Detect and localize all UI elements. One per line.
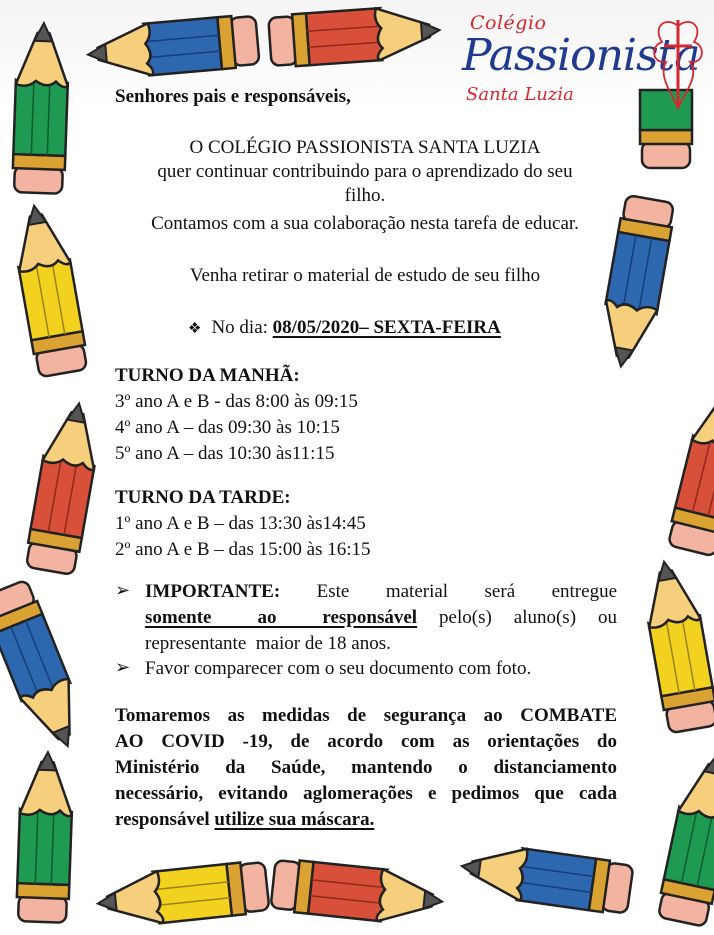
school-logo — [458, 8, 710, 112]
pencil-decoration-top-red — [262, 4, 452, 74]
intro-line-1: O COLÉGIO PASSIONISTA SANTA LUZIA — [189, 137, 541, 158]
intro-line-3: filho. — [344, 185, 386, 206]
date-label: No dia: — [211, 317, 273, 338]
logo-colegio-text: Colégio — [470, 12, 547, 34]
afternoon-row: 1º ano A e B – das 13:30 às14:45 — [115, 513, 366, 534]
document-note: Favor comparecer com o seu documento com foto. — [145, 658, 532, 679]
logo-passionista-text: Passionista — [462, 30, 700, 81]
morning-title: TURNO DA MANHÃ: — [115, 365, 300, 386]
covid-line-1: Tomaremos as medidas de segurança ao COMBATE — [115, 705, 617, 726]
morning-row: 5º ano A – das 10:30 às11:15 — [115, 443, 335, 464]
pencil-decoration-left-yellow — [0, 192, 90, 382]
diamond-bullet-icon: ❖ — [188, 321, 202, 337]
arrow-bullet-icon: ➢ — [115, 657, 131, 677]
important-line-3: representante maior de 18 anos. — [145, 633, 391, 654]
afternoon-title: TURNO DA TARDE: — [115, 487, 291, 508]
greeting: Senhores pais e responsáveis, — [115, 86, 351, 107]
pencil-decoration-right-yellow — [622, 548, 714, 738]
call-to-action: Venha retirar o material de estudo de seu filho — [189, 265, 541, 286]
pencil-decoration-left-green-top — [0, 6, 80, 196]
afternoon-row: 2º ano A e B – das 15:00 às 16:15 — [115, 539, 371, 560]
arrow-bullet-icon: ➢ — [115, 580, 131, 600]
pencil-decoration-top-blue — [70, 4, 260, 74]
cross-heart-icon — [648, 16, 708, 112]
pencil-decoration-left-red — [0, 380, 90, 570]
pencil-decoration-right-green-bottom — [628, 730, 714, 920]
pencil-decoration-bottom-red — [270, 850, 460, 930]
covid-line-5 — [115, 808, 374, 832]
pencil-decoration-bottom-yellow — [72, 848, 272, 928]
intro-line-2: quer continuar contribuindo para o aprendizado do seu — [157, 161, 573, 182]
covid-line-3: Ministério da Saúde, mantendo o distanciamento — [115, 757, 617, 778]
covid-line-2: AO COVID -19, de acordo com as orientações do — [115, 731, 617, 752]
intro-line-4: Contamos com a sua colaboração nesta tarefa de educar. — [151, 213, 579, 234]
important-line-1 — [145, 580, 617, 604]
important-text-2: pelo(s) aluno(s) ou — [439, 607, 617, 628]
pickup-date — [188, 316, 501, 341]
important-line-2 — [145, 606, 617, 630]
covid-line-4: necessário, evitando aglomerações e pedimos que cada — [115, 783, 617, 804]
important-emphasis: somente ao responsável — [145, 607, 418, 628]
important-text-1: Este material será entregue — [316, 581, 618, 602]
important-label: IMPORTANTE: — [145, 581, 281, 602]
morning-row: 4º ano A – das 09:30 às 10:15 — [115, 417, 340, 438]
pencil-decoration-left-green-bottom — [0, 745, 80, 925]
date-value: 08/05/2020– SEXTA-FEIRA — [272, 317, 501, 338]
covid-line-5-pre: responsável — [115, 809, 215, 830]
pencil-decoration-right-green-top — [628, 110, 708, 180]
morning-row: 3º ano A e B - das 8:00 às 09:15 — [115, 391, 358, 412]
mask-emphasis: utilize sua máscara. — [214, 809, 375, 830]
pencil-decoration-bottom-blue — [448, 848, 638, 928]
pencil-decoration-left-blue — [0, 570, 100, 760]
pencil-decoration-right-red — [622, 358, 714, 548]
logo-santa-luzia-text: Santa Luzia — [466, 84, 574, 105]
